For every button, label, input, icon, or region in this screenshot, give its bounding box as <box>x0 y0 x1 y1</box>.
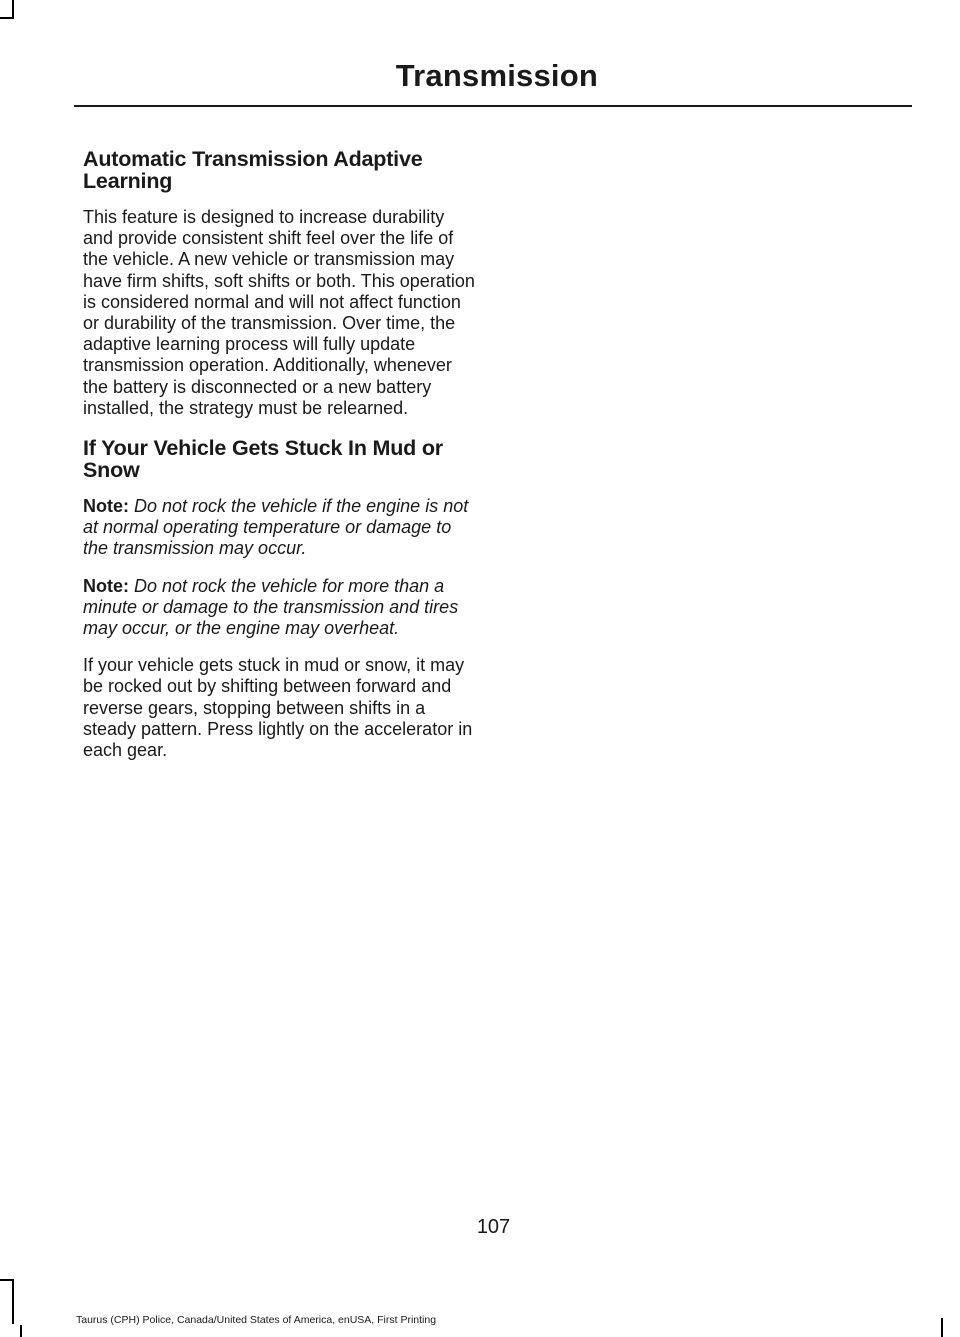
note-text: Do not rock the vehicle if the engine is not at normal operating temperature or damage to the transmission may occur. <box>83 496 469 559</box>
crop-mark-bottom-left-horizontal <box>0 1279 14 1281</box>
crop-mark-top-left <box>12 0 14 18</box>
note-engine-temperature <box>83 496 478 560</box>
note-label: Note: <box>83 496 129 517</box>
page-header-title: Transmission <box>395 58 598 93</box>
stuck-in-mud-paragraph: If your vehicle gets stuck in mud or snow, it may be rocked out by shifting between forward and reverse gears, stopping between shifts in a steady pattern. Press lightly on the accelerator in each gear. <box>83 655 473 761</box>
main-content <box>83 148 478 777</box>
note-rocking-duration <box>83 576 478 640</box>
section-heading-stuck-in-mud: If Your Vehicle Gets Stuck In Mud or Snow <box>83 436 443 483</box>
crop-mark-bottom-right <box>941 1318 943 1337</box>
adaptive-learning-paragraph: This feature is designed to increase durability and provide consistent shift feel over the life of the vehicle. A new vehicle or transmission may have firm shifts, soft shifts or both. This operation is considered normal and will not affect function or durability of the transmission. Over time, the adaptive learning process will fully update transmission operation. Additionally, whenever the battery is disconnected or a new battery installed, the strategy must be relearned. <box>83 207 475 418</box>
footer-edition-text: Taurus (CPH) Police, Canada/United States of America, enUSA, First Printing <box>76 1314 437 1326</box>
note-label: Note: <box>83 575 129 596</box>
page-number: 107 <box>476 1216 511 1238</box>
note-text: Do not rock the vehicle for more than a minute or damage to the transmission and tires may occur, or the engine may overheat. <box>83 575 459 639</box>
crop-mark-bottom-center <box>20 1325 22 1337</box>
header-divider <box>74 105 912 107</box>
crop-mark-top-left-horizontal <box>0 17 14 19</box>
crop-mark-bottom-left <box>12 1279 14 1324</box>
section-heading-adaptive-learning: Automatic Transmission Adaptive Learning <box>83 147 423 193</box>
